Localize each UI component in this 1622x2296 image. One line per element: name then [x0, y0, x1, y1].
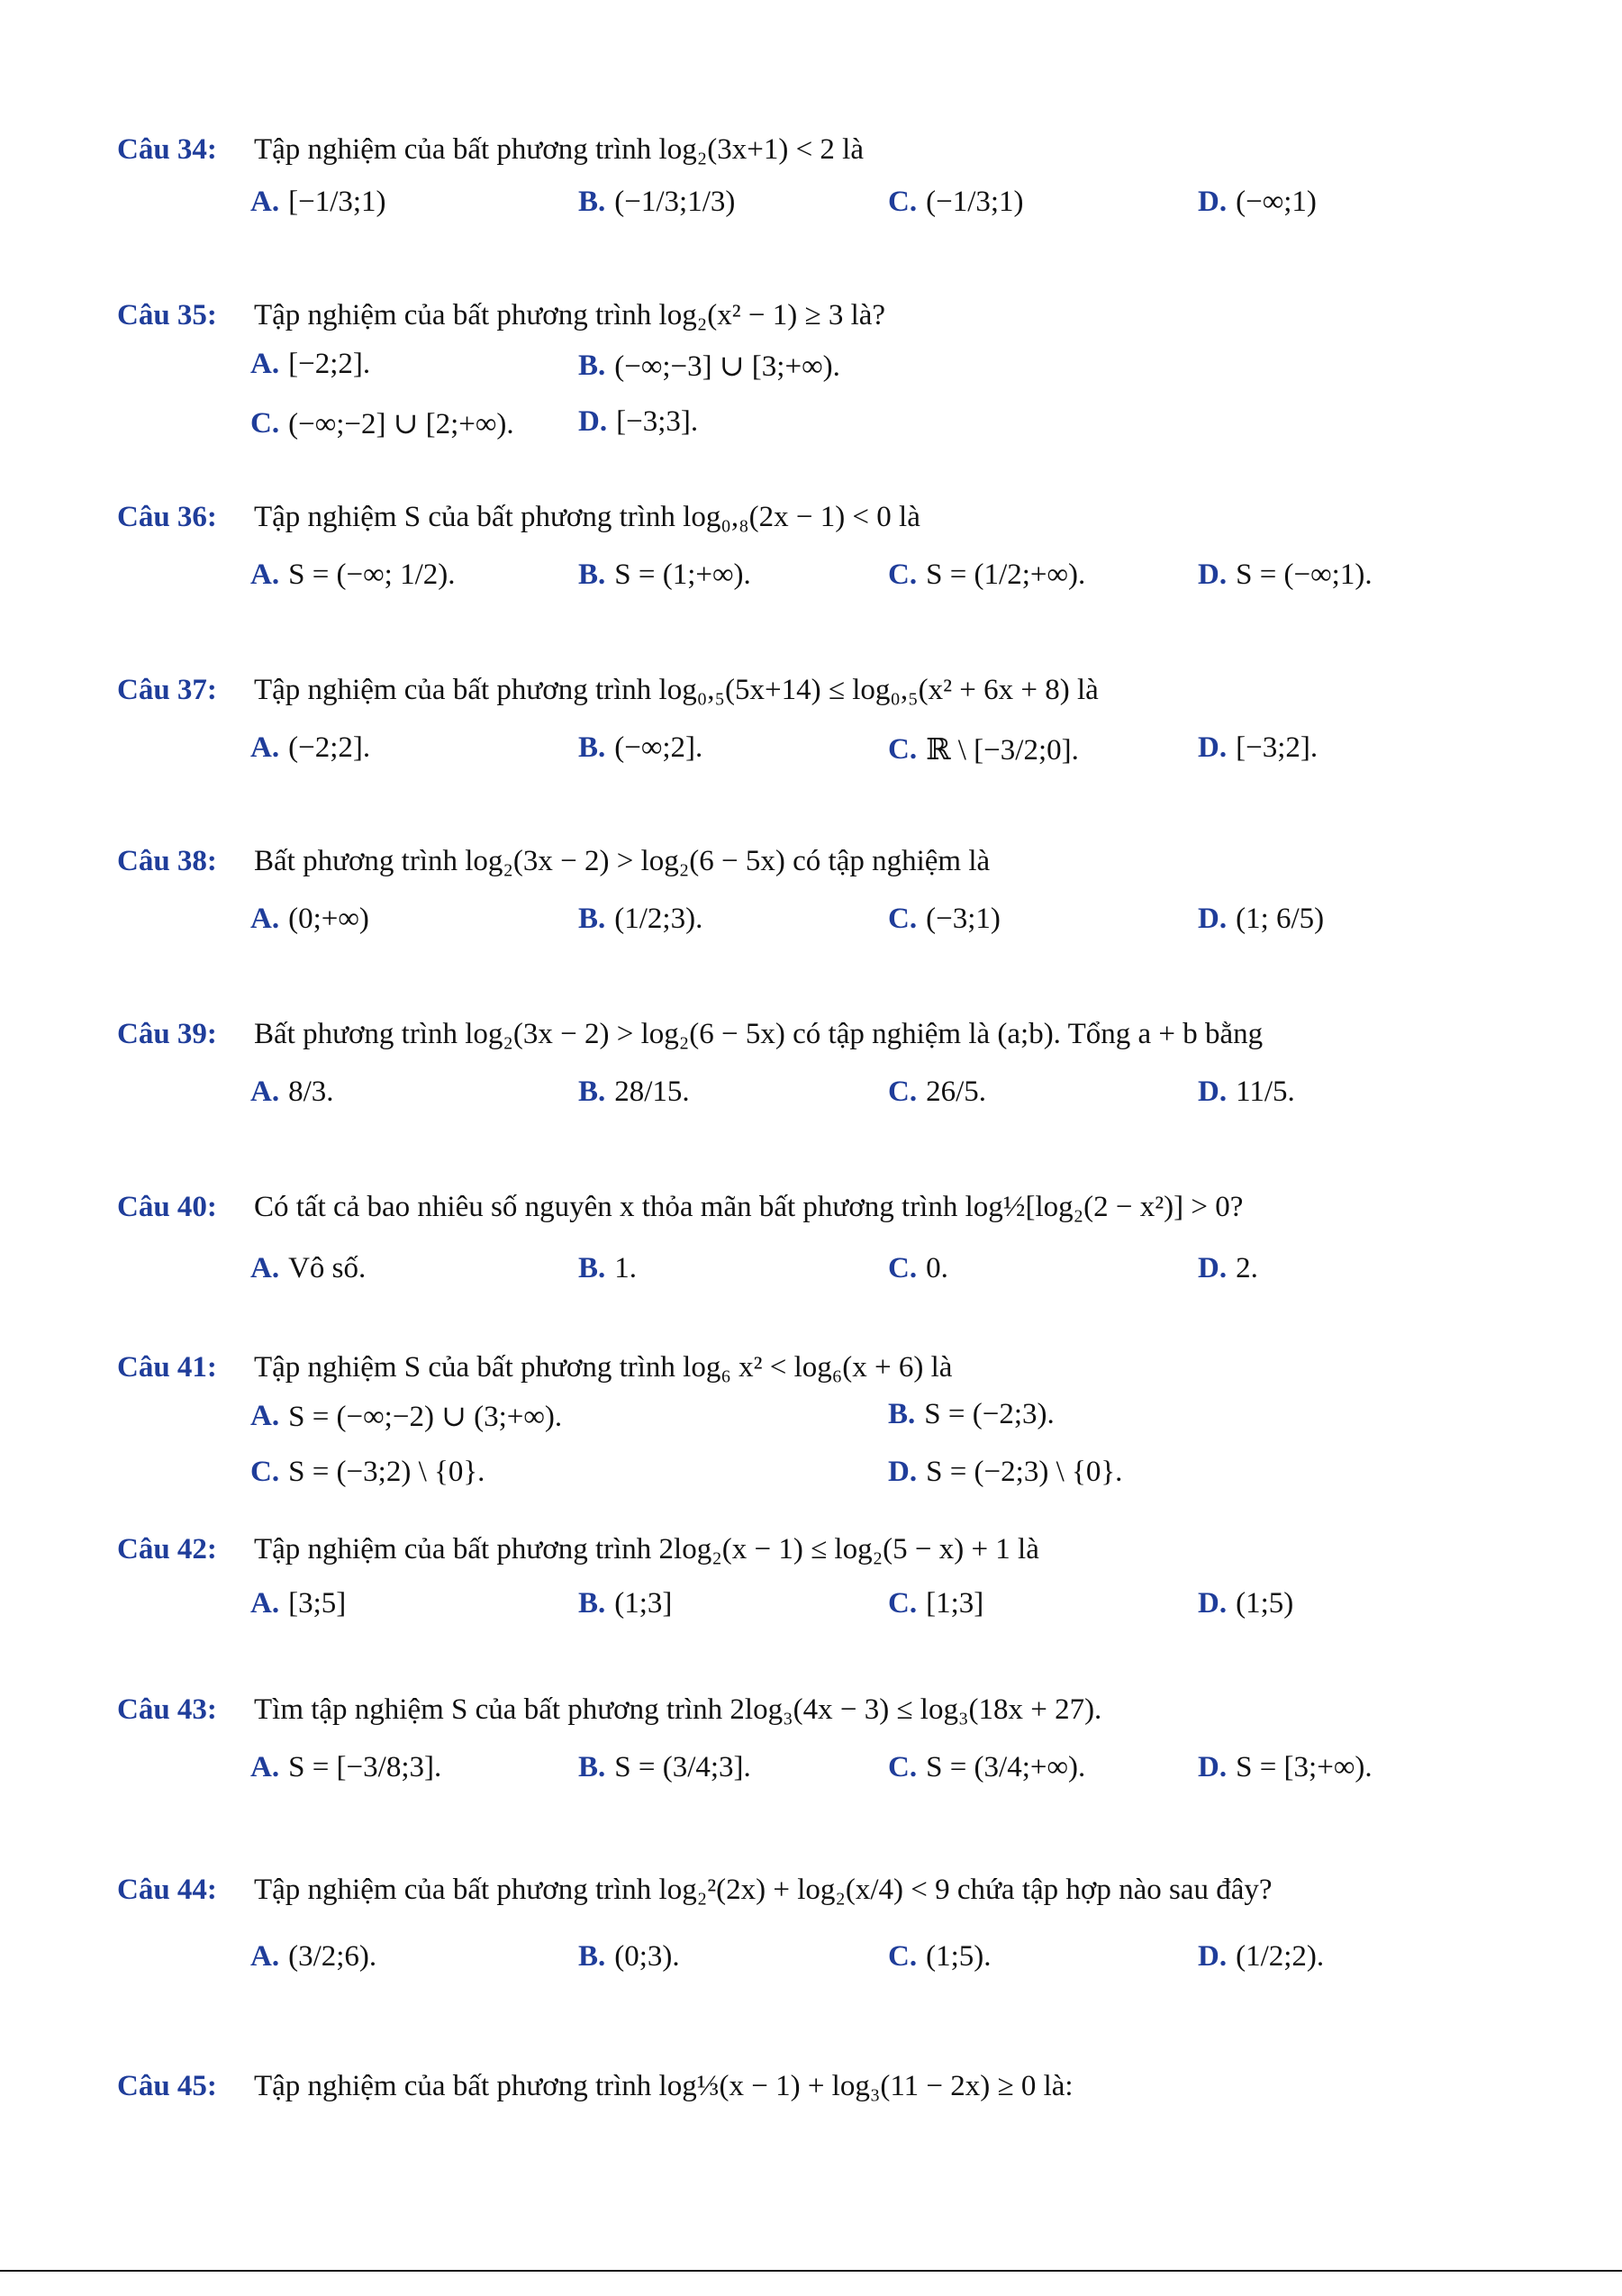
question-text: Tập nghiệm của bất phương trình 2log₂(x − 1) ≤ log₂(5 − x) + 1 là — [254, 1533, 1039, 1565]
option-label: C. — [250, 406, 280, 440]
option-text: 8/3. — [288, 1075, 334, 1108]
option-d[interactable] — [1198, 903, 1324, 936]
option-label: D. — [1198, 186, 1228, 218]
option-d[interactable] — [1198, 558, 1373, 592]
option-label: B. — [888, 1398, 916, 1430]
option-label: D. — [1198, 558, 1228, 591]
option-text: [−1/3;1) — [288, 186, 386, 218]
question-text: Tập nghiệm S của bất phương trình log₆ x² < log₆(x + 6) là — [254, 1351, 953, 1384]
question-37 — [117, 665, 1522, 796]
option-text: S = (−∞; 1/2). — [288, 558, 456, 591]
option-text: (−∞;−2] ∪ [2;+∞). — [288, 408, 514, 440]
option-b[interactable] — [888, 1398, 1055, 1431]
option-text: [−2;2]. — [288, 348, 371, 380]
option-label: A. — [250, 558, 280, 591]
question-text: Tập nghiệm của bất phương trình log⅓(x − 1) + log₃(11 − 2x) ≥ 0 là: — [254, 2070, 1074, 2102]
option-a[interactable] — [250, 1075, 334, 1109]
option-text: S = (−3;2) \ {0}. — [288, 1456, 485, 1488]
option-label: C. — [888, 732, 918, 766]
question-label: Câu 35: — [117, 299, 217, 331]
option-text: (0;3). — [614, 1940, 680, 1973]
option-label: C. — [888, 1587, 918, 1620]
option-label: B. — [578, 903, 606, 935]
option-d[interactable] — [1198, 1587, 1293, 1620]
option-text: S = (3/4;+∞). — [926, 1751, 1086, 1783]
option-d[interactable] — [1198, 1252, 1258, 1285]
option-label: C. — [888, 903, 918, 935]
option-text: S = (−2;3) \ {0}. — [926, 1456, 1123, 1488]
question-text: Có tất cả bao nhiêu số nguyên x thỏa mãn bất phương trình log½[log₂(2 − x²)] > 0? — [254, 1191, 1244, 1223]
question-text: Tìm tập nghiệm S của bất phương trình 2log₃(4x − 3) ≤ log₃(18x + 27). — [254, 1693, 1102, 1726]
option-text: [1;3] — [926, 1587, 984, 1620]
page-bottom-border — [0, 2270, 1622, 2296]
option-label: A. — [250, 1252, 280, 1284]
option-d[interactable] — [1198, 731, 1318, 765]
option-text: 0. — [926, 1252, 948, 1284]
option-c[interactable] — [250, 1456, 485, 1489]
option-a[interactable] — [250, 903, 369, 936]
option-text: 28/15. — [614, 1075, 690, 1108]
option-label: D. — [1198, 1751, 1228, 1783]
option-label: B. — [578, 1940, 606, 1973]
question-42 — [117, 1524, 1522, 1647]
option-text: 26/5. — [926, 1075, 987, 1108]
option-text: (−∞;−3] ∪ [3;+∞). — [614, 350, 840, 383]
question-label: Câu 43: — [117, 1693, 217, 1726]
option-text: 2. — [1236, 1252, 1258, 1284]
question-label: Câu 34: — [117, 133, 217, 166]
option-label: B. — [578, 1587, 606, 1620]
option-label: D. — [1198, 731, 1228, 764]
option-a[interactable] — [250, 731, 370, 765]
option-text: Vô số. — [288, 1252, 367, 1284]
option-text: (3/2;6). — [288, 1940, 377, 1973]
option-text: S = (−∞;−2) ∪ (3;+∞). — [288, 1401, 563, 1433]
option-label: B. — [578, 186, 606, 218]
option-label: D. — [1198, 903, 1228, 935]
option-text: ℝ \ [−3/2;0]. — [926, 734, 1079, 767]
question-text: Bất phương trình log₂(3x − 2) > log₂(6 − 5x) có tập nghiệm là — [254, 845, 991, 877]
question-44 — [117, 1865, 1522, 2005]
question-38 — [117, 836, 1522, 967]
option-d[interactable] — [1198, 1075, 1295, 1109]
option-text: (1/2;3). — [614, 903, 703, 935]
option-text: [−3;2]. — [1236, 731, 1318, 764]
question-label: Câu 38: — [117, 845, 217, 877]
option-a[interactable] — [250, 1252, 366, 1285]
question-label: Câu 41: — [117, 1351, 217, 1384]
option-label: B. — [578, 349, 606, 382]
option-label: B. — [578, 1075, 606, 1108]
option-text: S = (−2;3). — [924, 1398, 1055, 1430]
question-text: Tập nghiệm của bất phương trình log₂(3x+1) < 2 là — [254, 133, 864, 166]
option-b[interactable] — [578, 1940, 680, 1974]
option-text: (1; 6/5) — [1236, 903, 1325, 935]
question-34 — [117, 124, 1522, 256]
option-label: C. — [888, 1252, 918, 1284]
option-text: S = [3;+∞). — [1236, 1751, 1373, 1783]
option-c[interactable] — [888, 1587, 983, 1620]
option-a[interactable] — [250, 348, 370, 381]
option-text: (−∞;2]. — [614, 731, 703, 764]
option-label: D. — [1198, 1587, 1228, 1620]
option-label: C. — [888, 558, 918, 591]
option-label: C. — [888, 1940, 918, 1973]
option-d[interactable] — [578, 405, 698, 439]
option-text: (−1/3;1/3) — [614, 186, 736, 218]
option-c[interactable] — [888, 558, 1085, 592]
option-text: S = (1;+∞). — [614, 558, 751, 591]
option-text: (1/2;2). — [1236, 1940, 1325, 1973]
option-c[interactable] — [888, 1940, 992, 1974]
option-label: A. — [250, 903, 280, 935]
option-label: D. — [1198, 1075, 1228, 1108]
question-text: Tập nghiệm của bất phương trình log₂(x² − 1) ≥ 3 là? — [254, 299, 886, 331]
option-b[interactable] — [578, 1751, 751, 1784]
question-label: Câu 44: — [117, 1874, 217, 1906]
option-b[interactable] — [578, 1252, 637, 1285]
question-label: Câu 42: — [117, 1533, 217, 1565]
option-text: (0;+∞) — [288, 903, 369, 935]
option-label: B. — [578, 731, 606, 764]
option-a[interactable] — [250, 1940, 376, 1974]
question-text: Tập nghiệm của bất phương trình log₂²(2x) + log₂(x/4) < 9 chứa tập hợp nào sau đây? — [254, 1874, 1273, 1906]
option-label: A. — [250, 1587, 280, 1620]
question-text: Bất phương trình log₂(3x − 2) > log₂(6 − 5x) có tập nghiệm là (a;b). Tổng a + b bằng — [254, 1018, 1264, 1050]
option-c[interactable] — [888, 1751, 1085, 1784]
option-d[interactable] — [888, 1456, 1122, 1489]
option-b[interactable] — [578, 1587, 672, 1620]
question-35 — [117, 290, 1522, 467]
option-c[interactable] — [888, 186, 1024, 219]
option-text: [−3;3]. — [616, 405, 699, 438]
option-text: S = (3/4;3]. — [614, 1751, 751, 1783]
option-c[interactable] — [888, 1075, 986, 1109]
question-45 — [117, 2061, 1522, 2111]
option-text: S = (1/2;+∞). — [926, 558, 1086, 591]
question-text: Tập nghiệm S của bất phương trình log₀,₈(2x − 1) < 0 là — [254, 501, 920, 533]
option-b[interactable] — [578, 1075, 690, 1109]
option-text: (−3;1) — [926, 903, 1001, 935]
option-a[interactable] — [250, 1587, 346, 1620]
option-label: D. — [1198, 1940, 1228, 1973]
option-text: (1;3] — [614, 1587, 673, 1620]
option-c[interactable] — [888, 903, 1001, 936]
option-label: C. — [250, 1456, 280, 1488]
option-text: [3;5] — [288, 1587, 347, 1620]
option-label: B. — [578, 1252, 606, 1284]
question-39 — [117, 1009, 1522, 1140]
option-c[interactable] — [888, 731, 1079, 767]
question-41 — [117, 1342, 1522, 1510]
option-text: S = (−∞;1). — [1236, 558, 1373, 591]
option-label: C. — [888, 186, 918, 218]
option-b[interactable] — [578, 903, 702, 936]
option-text: S = [−3/8;3]. — [288, 1751, 442, 1783]
option-text: (−∞;1) — [1236, 186, 1317, 218]
option-label: C. — [888, 1751, 918, 1783]
option-b[interactable] — [578, 558, 751, 592]
option-label: A. — [250, 1940, 280, 1973]
question-text: Tập nghiệm của bất phương trình log₀,₅(5x+14) ≤ log₀,₅(x² + 6x + 8) là — [254, 674, 1099, 706]
option-c[interactable] — [888, 1252, 948, 1285]
question-43 — [117, 1684, 1522, 1816]
option-text: 11/5. — [1236, 1075, 1295, 1108]
option-d[interactable] — [1198, 186, 1317, 219]
option-a[interactable] — [250, 558, 456, 592]
option-label: A. — [250, 1399, 280, 1432]
option-label: B. — [578, 1751, 606, 1783]
option-label: D. — [1198, 1252, 1228, 1284]
option-d[interactable] — [1198, 1751, 1373, 1784]
option-label: A. — [250, 348, 280, 380]
option-label: A. — [250, 1075, 280, 1108]
option-b[interactable] — [578, 348, 840, 384]
question-label: Câu 40: — [117, 1191, 217, 1223]
option-a[interactable] — [250, 1398, 562, 1434]
option-label: D. — [888, 1456, 918, 1488]
option-d[interactable] — [1198, 1940, 1324, 1974]
option-a[interactable] — [250, 1751, 441, 1784]
option-c[interactable] — [250, 405, 514, 441]
question-40 — [117, 1182, 1522, 1304]
option-label: A. — [250, 1751, 280, 1783]
question-36 — [117, 492, 1522, 623]
option-b[interactable] — [578, 186, 735, 219]
option-b[interactable] — [578, 731, 702, 765]
option-label: A. — [250, 186, 280, 218]
option-label: C. — [888, 1075, 918, 1108]
option-text: (1;5). — [926, 1940, 992, 1973]
option-text: (−2;2]. — [288, 731, 371, 764]
option-text: (−1/3;1) — [926, 186, 1024, 218]
question-label: Câu 45: — [117, 2070, 217, 2102]
option-text: (1;5) — [1236, 1587, 1294, 1620]
option-a[interactable] — [250, 186, 386, 219]
option-label: D. — [578, 405, 608, 438]
question-label: Câu 36: — [117, 501, 217, 533]
option-text: 1. — [614, 1252, 638, 1284]
option-label: B. — [578, 558, 606, 591]
option-label: A. — [250, 731, 280, 764]
question-label: Câu 39: — [117, 1018, 217, 1050]
question-label: Câu 37: — [117, 674, 217, 706]
